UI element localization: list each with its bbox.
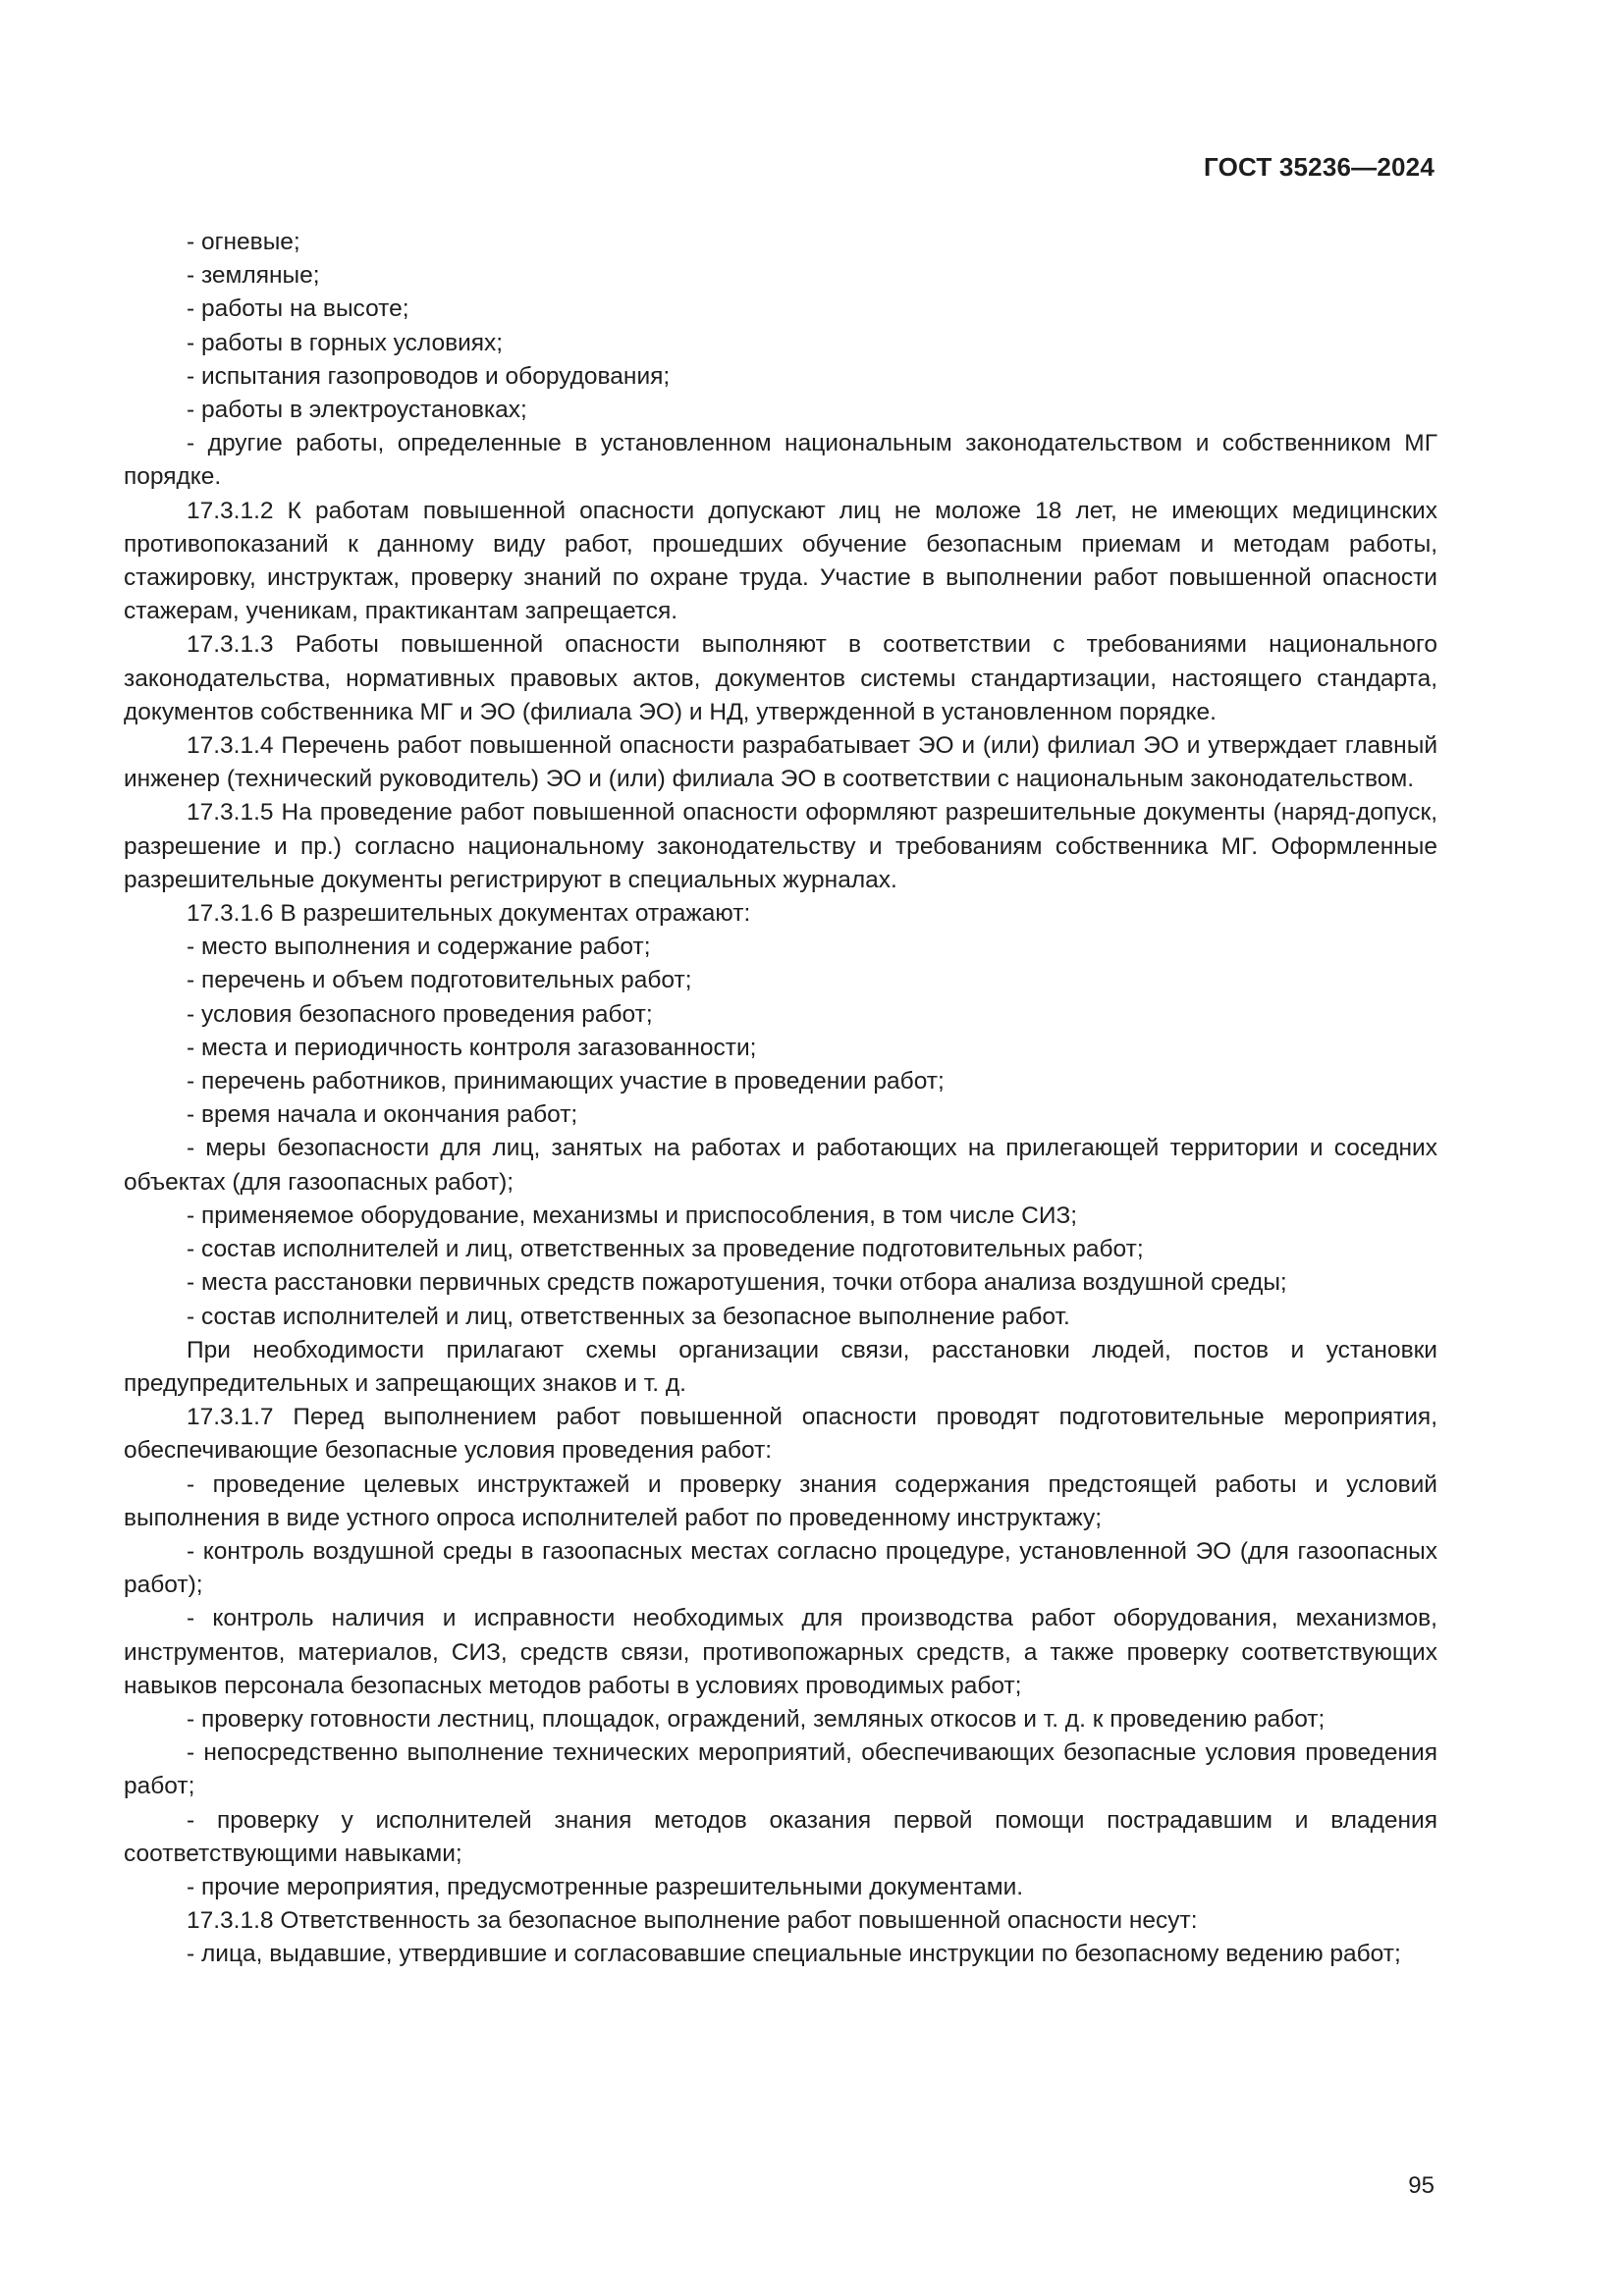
- list-item: - контроль воздушной среды в газоопасных местах согласно процедуре, установленной ЭО (для газоопасных работ);: [124, 1537, 1437, 1599]
- document-code: ГОСТ 35236—2024: [1204, 152, 1435, 182]
- clause-17-3-1-6: 17.3.1.6 В разрешительных документах отражают:: [187, 900, 751, 928]
- list-item: - перечень работников, принимающих участие в проведении работ;: [187, 1068, 945, 1095]
- list-item: - время начала и окончания работ;: [187, 1101, 578, 1129]
- list-item: - проведение целевых инструктажей и проверку знания содержания предстоящей работы и условий выполнения в виде устного опроса исполнителей работ по проведенному инструктажу;: [124, 1470, 1437, 1531]
- list-item: - места и периодичность контроля загазованности;: [187, 1034, 757, 1061]
- list-item: - непосредственно выполнение технических мероприятий, обеспечивающих безопасные условия проведения работ;: [124, 1739, 1437, 1800]
- clause-17-3-1-2: 17.3.1.2 К работам повышенной опасности допускают лиц не моложе 18 лет, не имеющих медицинских противопоказаний к данному виду работ, прошедших обучение безопасным приемам и методам работы, стажировку, инструктаж, проверку знаний по охране труда. Участие в выполнении работ повышенной опасности стажерам, ученикам, практикантам запрещается.: [124, 497, 1437, 625]
- list-item: - меры безопасности для лиц, занятых на работах и работающих на прилегающей территории и соседних объектах (для газоопасных работ);: [124, 1135, 1437, 1196]
- list-item: - другие работы, определенные в установленном национальным законодательством и собственником МГ порядке.: [124, 430, 1437, 491]
- list-item: - перечень и объем подготовительных работ;: [187, 967, 692, 994]
- list-item: - прочие мероприятия, предусмотренные разрешительными документами.: [187, 1873, 1024, 1900]
- list-item: - проверку готовности лестниц, площадок, ограждений, земляных откосов и т. д. к проведению работ;: [187, 1705, 1326, 1733]
- page-number: 95: [1408, 2172, 1435, 2199]
- list-item: - испытания газопроводов и оборудования;: [187, 362, 671, 390]
- list-item: - состав исполнителей и лиц, ответственных за проведение подготовительных работ;: [187, 1236, 1144, 1263]
- list-item: - огневые;: [187, 229, 300, 255]
- clause-17-3-1-5: 17.3.1.5 На проведение работ повышенной опасности оформляют разрешительные документы (наряд-допуск, разрешение и пр.) согласно национальному законодательству и требованиям собственника МГ. Оформленные разрешительные документы регистрируют в специальных журналах.: [124, 799, 1437, 893]
- list-item: - работы в горных условиях;: [187, 329, 504, 356]
- list-item: - лица, выдавшие, утвердившие и согласовавшие специальные инструкции по безопасному ведению работ;: [187, 1941, 1401, 1968]
- clause-17-3-1-7: 17.3.1.7 Перед выполнением работ повышенной опасности проводят подготовительные мероприятия, обеспечивающие безопасные условия проведения работ:: [124, 1404, 1437, 1465]
- list-item: - места расстановки первичных средств пожаротушения, точки отбора анализа воздушной среды;: [187, 1269, 1287, 1297]
- note-paragraph: При необходимости прилагают схемы организации связи, расстановки людей, постов и установки предупредительных и запрещающих знаков и т. д.: [124, 1336, 1437, 1397]
- clause-17-3-1-4: 17.3.1.4 Перечень работ повышенной опасности разрабатывает ЭО и (или) филиал ЭО и утверждает главный инженер (технический руководитель) ЭО и (или) филиала ЭО в соответствии с национальным законодательством.: [124, 732, 1437, 793]
- list-item: - земляные;: [187, 262, 320, 290]
- clause-17-3-1-3: 17.3.1.3 Работы повышенной опасности выполняют в соответствии с требованиями национального законодательства, нормативных правовых актов, документов системы стандартизации, настоящего стандарта, документов собственника МГ и ЭО (филиала ЭО) и НД, утвержденной в установленном порядке.: [124, 631, 1437, 725]
- list-item: - состав исполнителей и лиц, ответственных за безопасное выполнение работ.: [187, 1303, 1070, 1330]
- list-item: - работы на высоте;: [187, 295, 409, 323]
- clause-17-3-1-8: 17.3.1.8 Ответственность за безопасное выполнение работ повышенной опасности несут:: [187, 1907, 1198, 1935]
- list-item: - условия безопасного проведения работ;: [187, 1000, 653, 1028]
- document-body: [124, 226, 1437, 1972]
- list-item: - контроль наличия и исправности необходимых для производства работ оборудования, механизмов, инструментов, материалов, СИЗ, средств связи, противопожарных средств, а также проверку соответствующих навыков персонала безопасных методов работы в условиях проводимых работ;: [124, 1605, 1437, 1699]
- list-item: - применяемое оборудование, механизмы и приспособления, в том числе СИЗ;: [187, 1201, 1078, 1229]
- list-item: - место выполнения и содержание работ;: [187, 934, 651, 961]
- list-item: - работы в электроустановках;: [187, 397, 527, 424]
- list-item: - проверку у исполнителей знания методов оказания первой помощи пострадавшим и владения соответствующими навыками;: [124, 1806, 1437, 1867]
